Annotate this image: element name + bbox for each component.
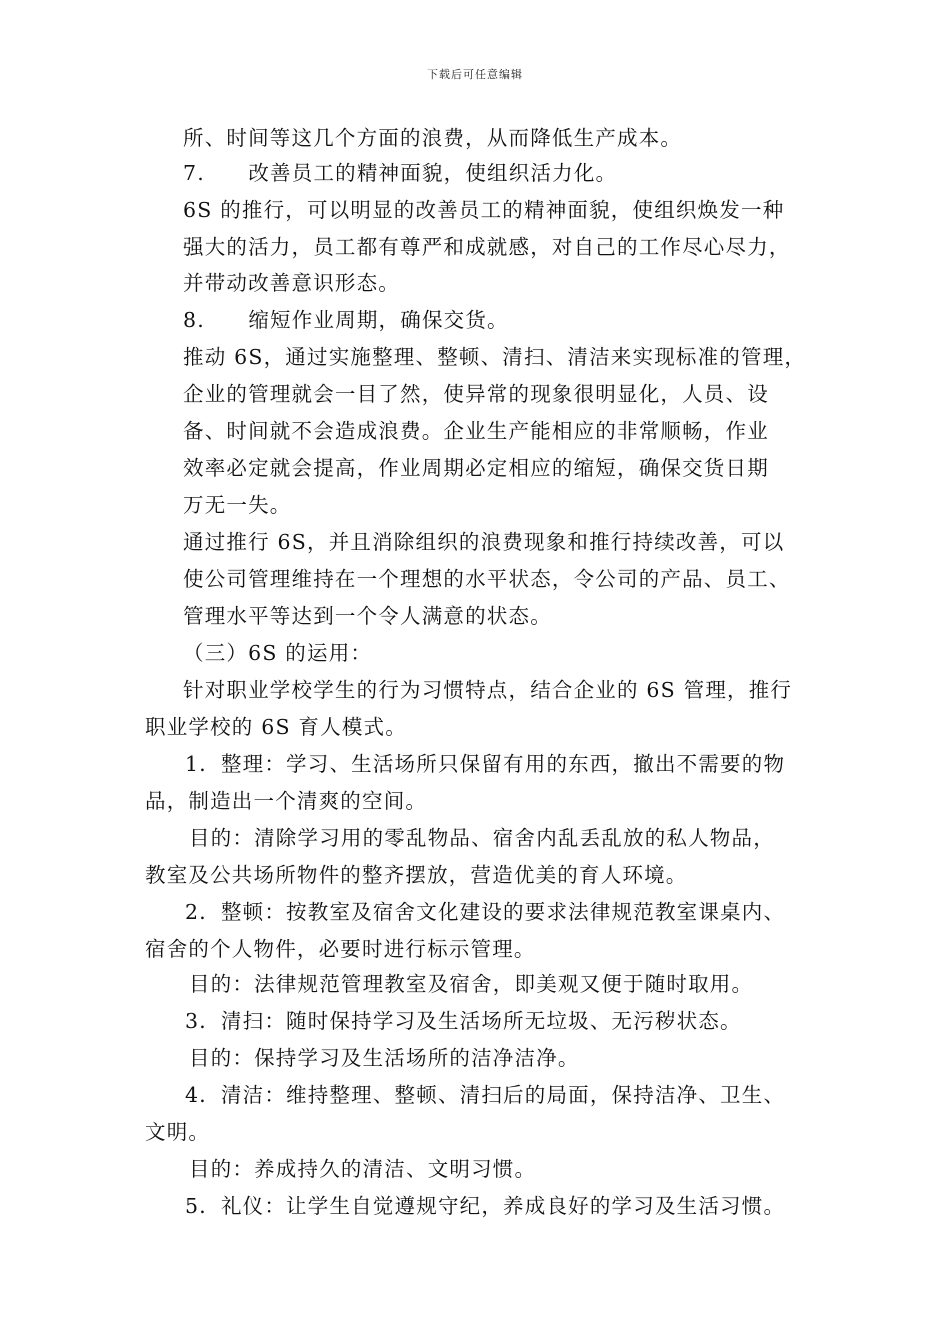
text-line: 备、时间就不会造成浪费。企业生产能相应的非常顺畅，作业 bbox=[183, 419, 769, 443]
text-line: 企业的管理就会一目了然，使异常的现象很明显化，人员、设 bbox=[183, 382, 769, 406]
text-line: 强大的活力，员工都有尊严和成就感，对自己的工作尽心尽力， bbox=[183, 235, 791, 259]
text-line: 万无一失。 bbox=[183, 493, 292, 517]
text-line: 品，制造出一个清爽的空间。 bbox=[145, 789, 428, 813]
text-line: 使公司管理维持在一个理想的水平状态，令公司的产品、员工、 bbox=[183, 567, 791, 591]
text-line: 8. 缩短作业周期，确保交货。 bbox=[183, 308, 509, 332]
text-line: 目的：保持学习及生活场所的洁净洁净。 bbox=[189, 1046, 580, 1070]
text-line: 2．整顿：按教室及宿舍文化建设的要求法律规范教室课桌内、 bbox=[185, 900, 786, 924]
text-line: 目的：法律规范管理教室及宿舍，即美观又便于随时取用。 bbox=[189, 972, 754, 996]
text-line: 教室及公共场所物件的整齐摆放，营造优美的育人环境。 bbox=[145, 863, 688, 887]
page-header: 下载后可任意编辑 bbox=[427, 68, 523, 81]
text-line: 目的：清除学习用的零乱物品、宿舍内乱丢乱放的私人物品， bbox=[189, 826, 775, 850]
text-line: 管理水平等达到一个令人满意的状态。 bbox=[183, 604, 552, 628]
text-line: 3．清扫：随时保持学习及生活场所无垃圾、无污秽状态。 bbox=[185, 1009, 742, 1033]
text-line: 职业学校的 6S 育人模式。 bbox=[145, 715, 407, 739]
text-line: 6S 的推行，可以明显的改善员工的精神面貌，使组织焕发一种 bbox=[183, 198, 785, 222]
text-line: 针对职业学校学生的行为习惯特点，结合企业的 6S 管理，推行 bbox=[183, 678, 793, 702]
text-line: 推动 6S，通过实施整理、整顿、清扫、清洁来实现标准的管理， bbox=[183, 345, 807, 369]
text-line: 所、时间等这几个方面的浪费，从而降低生产成本。 bbox=[183, 126, 683, 150]
section-heading: （三）6S 的运用： bbox=[183, 641, 373, 665]
text-line: 文明。 bbox=[145, 1120, 211, 1144]
text-line: 1．整理：学习、生活场所只保留有用的东西，撤出不需要的物 bbox=[185, 752, 786, 776]
text-line: 7. 改善员工的精神面貌，使组织活力化。 bbox=[183, 161, 618, 185]
text-line: 通过推行 6S，并且消除组织的浪费现象和推行持续改善，可以 bbox=[183, 530, 785, 554]
text-line: 目的：养成持久的清洁、文明习惯。 bbox=[189, 1157, 537, 1181]
text-line: 效率必定就会提高，作业周期必定相应的缩短，确保交货日期 bbox=[183, 456, 769, 480]
text-line: 并带动改善意识形态。 bbox=[183, 271, 400, 295]
text-line: 5．礼仪：让学生自觉遵规守纪，养成良好的学习及生活习惯。 bbox=[185, 1194, 786, 1218]
text-line: 4．清洁：维持整理、整顿、清扫后的局面，保持洁净、卫生、 bbox=[185, 1083, 786, 1107]
text-line: 宿舍的个人物件，必要时进行标示管理。 bbox=[145, 937, 536, 961]
